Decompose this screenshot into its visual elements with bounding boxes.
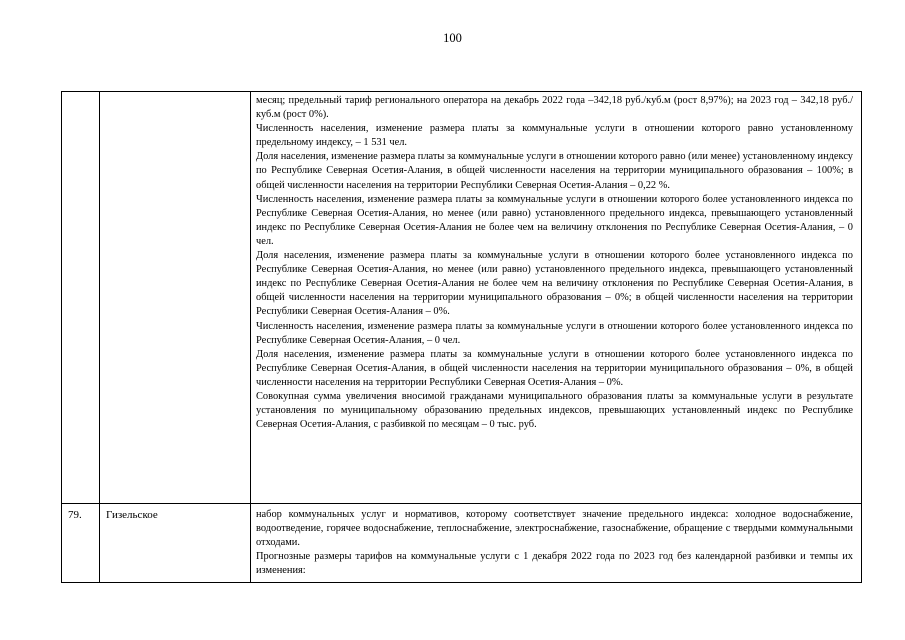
paragraph: Численность населения, изменение размера платы за коммунальные услуги в отношении которого равно установленному предельному индексу, – 1 531 чел. [256, 123, 853, 149]
description-cell [251, 504, 862, 583]
municipality-name: Гизельское [106, 509, 158, 521]
description-text [251, 504, 861, 581]
paragraph: Доля населения, изменение размера платы за коммунальные услуги в отношении которого равно (или менее) установленному индексу по Республике Северная Осетия-Алания, в общей численности населения на территории муниципального образования – 100%; в общей численности населения на территории Республики Северная Осетия-Алания – 0,22 %. [256, 151, 853, 191]
table-row [62, 504, 862, 583]
paragraph: Численность населения, изменение размера платы за коммунальные услуги в отношении которого более установленного индекса по Республике Северная Осетия-Алания, – 0 чел. [256, 320, 853, 346]
page-number: 100 [443, 31, 462, 45]
table-row [62, 92, 862, 504]
row-number-cell [62, 92, 100, 504]
description-text [251, 92, 861, 435]
row-number [62, 92, 99, 97]
municipality-cell [100, 92, 251, 504]
municipality-name [100, 92, 250, 97]
paragraph: набор коммунальных услуг и нормативов, которому соответствует значение предельного индекса: холодное водоснабжение, водоотведение, горячее водоснабжение, теплоснабжение, электроснабжение, газоснабжение, обращение с твердыми коммунальными отходами. [256, 509, 853, 549]
row-number: 79. [68, 509, 82, 521]
paragraph: Доля населения, изменение размера платы за коммунальные услуги в отношении которого более установленного индекса по Республике Северная Осетия-Алания, в общей численности населения на территории муниципального образования – 0%, в общей численности населения на территории Республики Северная Осетия-Алания – 0%. [256, 348, 853, 388]
paragraph: Прогнозные размеры тарифов на коммунальные услуги с 1 декабря 2022 года по 2023 год без календарной разбивки и темпы их изменения: [256, 551, 853, 577]
row-number-cell [62, 504, 100, 583]
description-cell [251, 92, 862, 504]
paragraph: месяц; предельный тариф регионального оператора на декабрь 2022 года –342,18 руб./куб.м (рост 8,97%); на 2023 год – 342,18 руб./куб.м (рост 0%). [256, 95, 853, 121]
paragraph: Совокупная сумма увеличения вносимой гражданами муниципального образования платы за коммунальные услуги в результате установления по муниципальному образованию предельных индексов, превышающих установленный индекс по Республике Северная Осетия-Алания, с разбивкой по месяцам – 0 тыс. руб. [256, 390, 853, 431]
paragraph: Численность населения, изменение размера платы за коммунальные услуги в отношении которого более установленного индекса по Республике Северная Осетия-Алания, но менее (или равно) установленного предельного индекса, превышающего установленный индекс по Республике Северная Осетия-Алания не более чем на величину отклонения по Республике Северная Осетия-Алания, – 0 чел. [256, 193, 853, 247]
paragraph: Доля населения, изменение размера платы за коммунальные услуги в отношении которого более установленного индекса по Республике Северная Осетия-Алания, но менее (или равно) установленного предельного индекса, превышающего установленный индекс по Республике Северная Осетия-Алания не более чем на величину отклонения по Республике Северная Осетия-Алания, в общей численности населения на территории муниципального образования – 0%; в общей численности населения на территории Республики Северная Осетия-Алания – 0%. [256, 250, 853, 318]
document-table [61, 91, 862, 583]
municipality-cell [100, 504, 251, 583]
